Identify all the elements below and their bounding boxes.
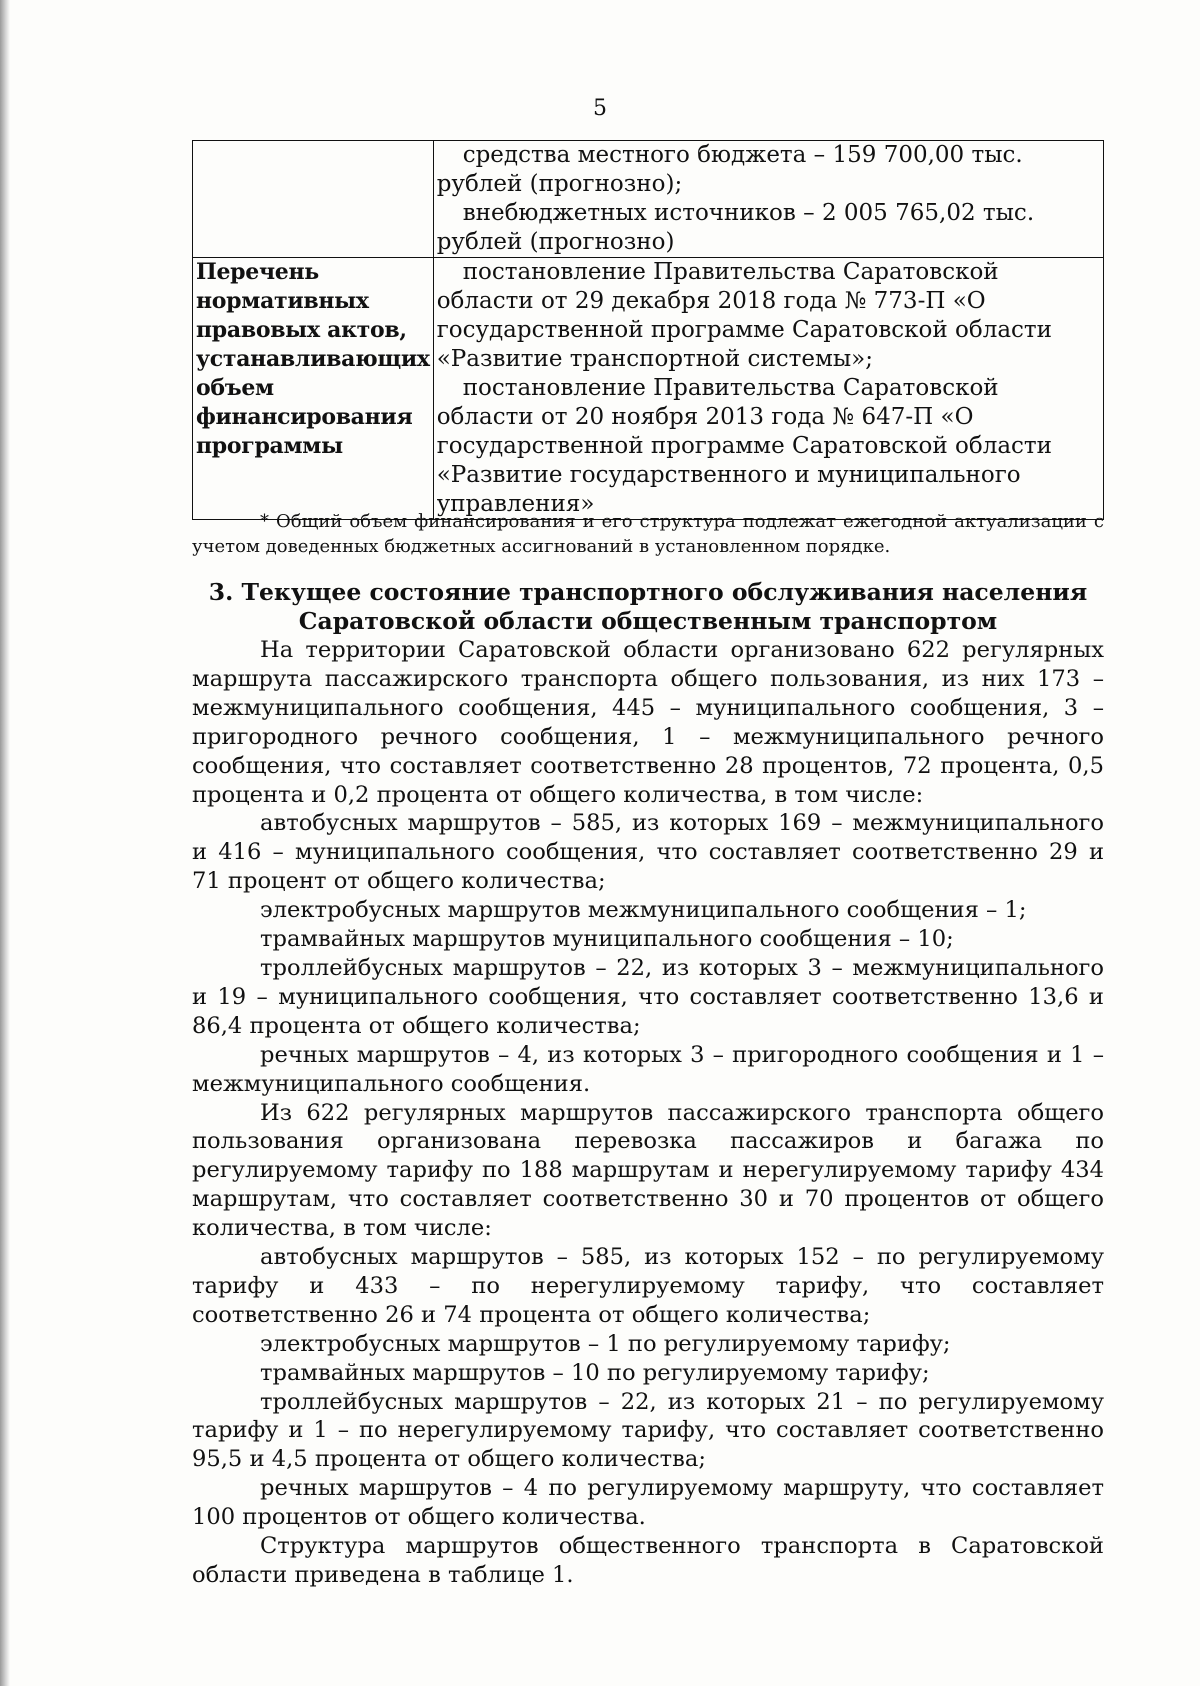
table-label-cell: Перечень нормативных правовых актов, устанавливающих объем финансирования программы: [193, 258, 434, 520]
body-paragraph: На территории Саратовской области организовано 622 регулярных маршрута пассажирского транспорта общего пользования, из них 173 – межмуниципального сообщения, 445 – муниципального сообщения, 3 – пригородного речного сообщения, 1 – межмуниципального речного сообщения, что составляет соответственно 28 процентов, 72 процента, 0,5 процента и 0,2 процента от общего количества, в том числе:: [192, 637, 1104, 808]
body-paragraph: речных маршрутов – 4, из которых 3 – пригородного сообщения и 1 – межмуниципального сообщения.: [192, 1041, 1104, 1097]
table-value-cell: [433, 258, 1103, 520]
body-paragraph: автобусных маршрутов – 585, из которых 152 – по регулируемому тарифу и 433 – по нерегулируемому тарифу, что составляет соответственно 26 и 74 процента от общего количества;: [192, 1244, 1104, 1328]
section-heading-line: Саратовской области общественным транспортом: [298, 607, 998, 635]
table-paragraph: постановление Правительства Саратовской области от 20 ноября 2013 года № 647-П «О государственной программе Саратовской области «Развитие государственного и муниципального управления»: [436, 375, 1052, 517]
footnote-text: * Общий объем финансирования и его структура подлежат ежегодной актуализации с учетом доведенных бюджетных ассигнований в установленном порядке.: [192, 511, 1104, 557]
body-paragraph: Структура маршрутов общественного транспорта в Саратовской области приведена в таблице 1.: [192, 1533, 1104, 1588]
table-value-cell: [433, 141, 1103, 258]
section-body: [192, 636, 1104, 1590]
body-paragraph: троллейбусных маршрутов – 22, из которых 3 – межмуниципального и 19 – муниципального сообщения, что составляет соответственно 13,6 и 86,4 процента от общего количества;: [192, 954, 1104, 1039]
body-paragraph: Из 622 регулярных маршрутов пассажирского транспорта общего пользования организована перевозка пассажиров и багажа по регулируемому тарифу по 188 маршрутам и нерегулируемому тарифу 434 маршрутам, что составляет соответственно 30 и 70 процентов от общего количества, в том числе:: [192, 1099, 1104, 1242]
body-paragraph: электробусных маршрутов межмуниципального сообщения – 1;: [260, 897, 1027, 924]
page-number: 5: [593, 96, 607, 121]
section-heading: [192, 578, 1104, 636]
table-label-cell: [193, 141, 434, 258]
body-paragraph: троллейбусных маршрутов – 22, из которых 21 – по регулируемому тарифу и 1 – по нерегулируемому тарифу, что составляет соответственно 95,5 и 4,5 процента от общего количества;: [192, 1388, 1104, 1473]
table-paragraph: средства местного бюджета – 159 700,00 тыс. рублей (прогнозно);: [436, 142, 1023, 197]
body-paragraph: автобусных маршрутов – 585, из которых 169 – межмуниципального и 416 – муниципального сообщения, что составляет соответственно 29 и 71 процент от общего количества;: [192, 810, 1104, 895]
body-paragraph: речных маршрутов – 4 по регулируемому маршруту, что составляет 100 процентов от общего количества.: [192, 1475, 1104, 1531]
body-paragraph: электробусных маршрутов – 1 по регулируемому тарифу;: [260, 1330, 951, 1357]
program-passport-table: [192, 140, 1104, 520]
scan-edge-shadow: [0, 0, 10, 1686]
body-paragraph: трамвайных маршрутов – 10 по регулируемому тарифу;: [260, 1359, 930, 1386]
body-paragraph: трамвайных маршрутов муниципального сообщения – 10;: [260, 926, 954, 953]
table-row: [193, 141, 1104, 258]
footnote: [192, 509, 1104, 559]
section-heading-line: 3. Текущее состояние транспортного обслуживания населения: [208, 578, 1088, 606]
table-row: [193, 258, 1104, 520]
table-paragraph: постановление Правительства Саратовской области от 29 декабря 2018 года № 773-П «О государственной программе Саратовской области «Развитие транспортной системы»;: [436, 259, 1052, 372]
table-paragraph: внебюджетных источников – 2 005 765,02 тыс. рублей (прогнозно): [436, 200, 1035, 255]
